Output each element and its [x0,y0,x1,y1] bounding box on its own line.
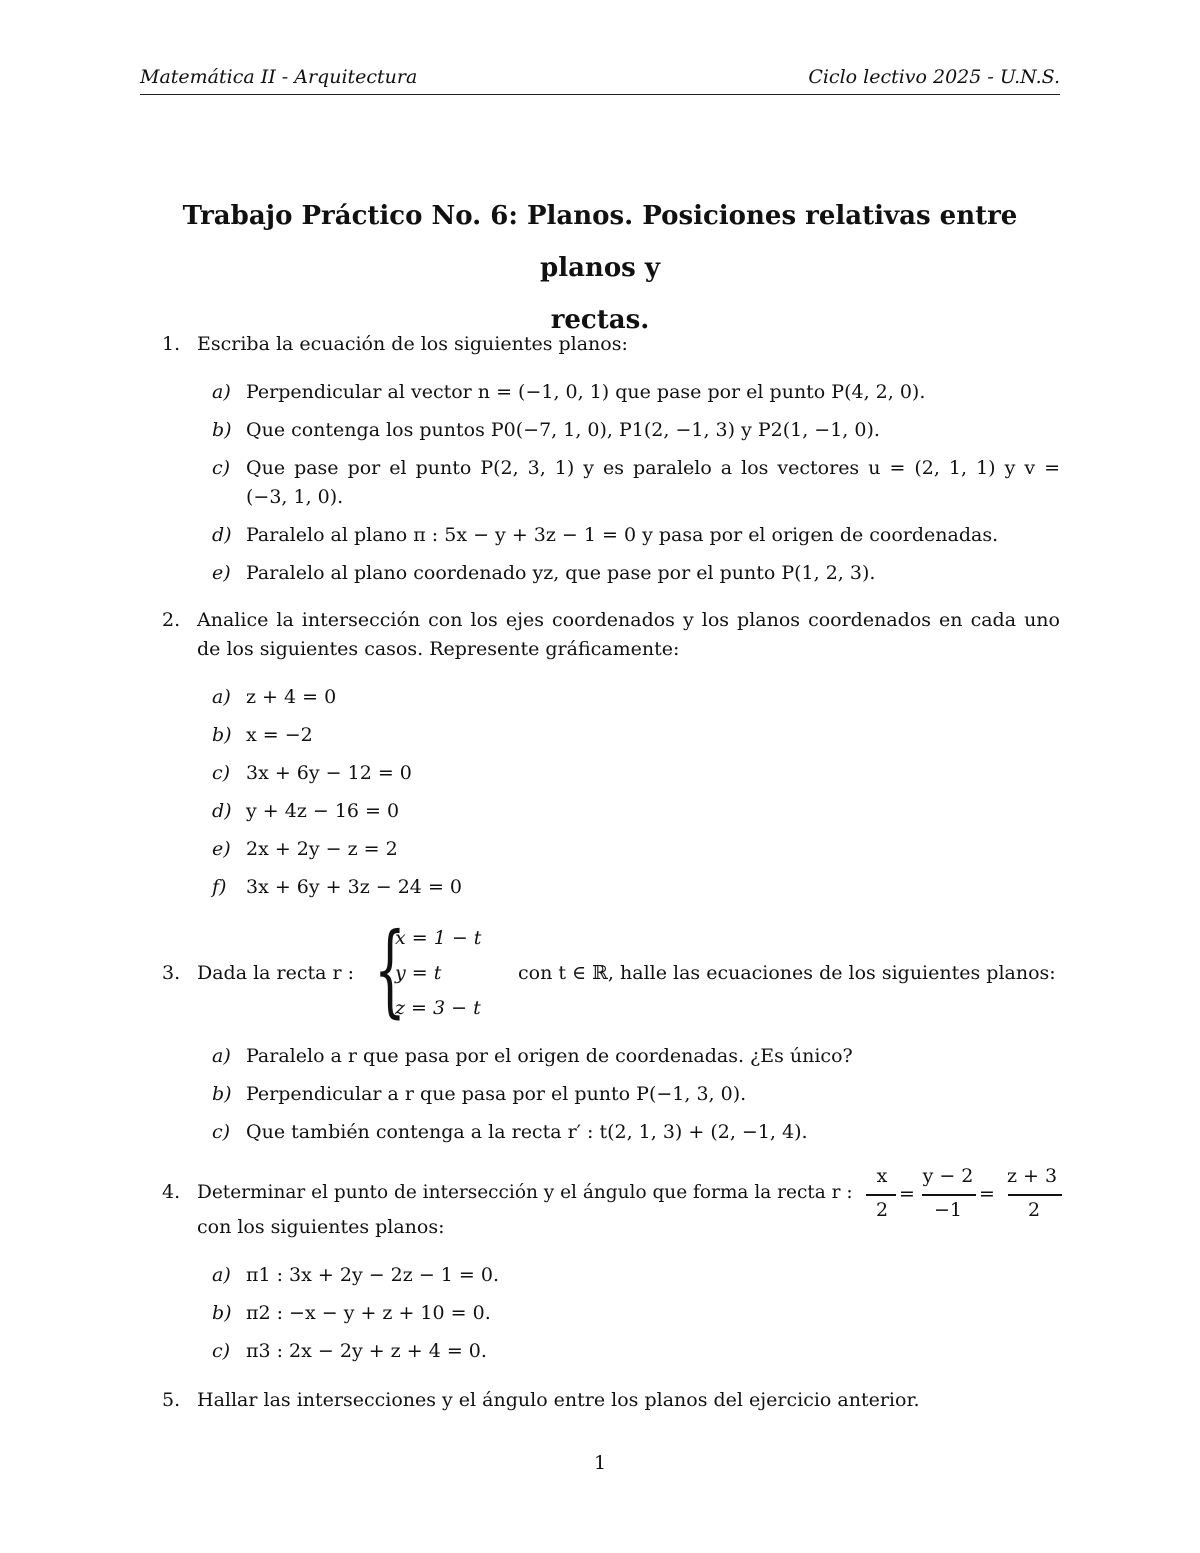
item-label: b) [212,1083,232,1105]
exercise-text: Hallar las intersecciones y el ángulo entre los planos del ejercicio anterior. [197,1389,920,1411]
equals-sign: = [979,1183,995,1205]
item-text: 3x + 6y − 12 = 0 [246,762,412,784]
item-label: b) [212,419,232,441]
exercise-intro-continued: con los siguientes planos: [197,1216,445,1238]
item-label: d) [212,800,232,822]
running-header [140,64,1060,95]
fraction-denominator: −1 [933,1199,962,1221]
item-text: 3x + 6y + 3z − 24 = 0 [246,876,462,898]
item-text: Que pase por el punto P(2, 3, 1) y es paralelo a los vectores u = (2, 1, 1) y v = [246,457,1060,479]
exercise-number: 3. [162,962,181,984]
system-equation: y = t [395,962,442,984]
item-text: Perpendicular a r que pasa por el punto P(−1, 3, 0). [246,1083,747,1105]
exercise-intro-continued: de los siguientes casos. Represente gráficamente: [197,638,680,660]
exercise-intro: Escriba la ecuación de los siguientes planos: [197,333,628,355]
item-label: a) [212,381,231,403]
item-label: e) [212,562,231,584]
item-text: π1 : 3x + 2y − 2z − 1 = 0. [246,1264,499,1286]
page-title [140,190,1060,346]
item-text: 2x + 2y − z = 2 [246,838,398,860]
item-label: c) [212,457,231,479]
exercise-1 [0,330,1200,600]
item-text: Paralelo al plano coordenado yz, que pase por el punto P(1, 2, 3). [246,562,876,584]
title-line-1: Trabajo Práctico No. 6: Planos. Posiciones relativas entre planos y [182,201,1018,283]
item-text: Paralelo a r que pasa por el origen de coordenadas. ¿Es único? [246,1045,853,1067]
exercise-number: 1. [162,333,181,355]
fraction-numerator: z + 3 [1006,1165,1058,1187]
system-equation: x = 1 − t [395,927,482,949]
item-label: b) [212,1302,232,1324]
exercise-number: 5. [162,1389,181,1411]
exercise-intro: Dada la recta r : [197,962,355,984]
system-brace: { [374,911,406,1028]
exercise-number: 2. [162,609,181,631]
item-text-continued: (−3, 1, 0). [246,486,344,508]
item-text: Que también contenga a la recta r′ : t(2, 1, 3) + (2, −1, 4). [246,1121,808,1143]
item-text: π2 : −x − y + z + 10 = 0. [246,1302,491,1324]
fraction-numerator: y − 2 [922,1165,974,1187]
system-equation: z = 3 − t [395,997,481,1019]
exercise-5 [0,1386,1200,1418]
item-label: a) [212,1264,231,1286]
item-label: c) [212,762,231,784]
header-course: Matemática II - Arquitectura [140,66,418,88]
exercise-intro: Analice la intersección con los ejes coordenados y los planos coordenados en cada uno [197,609,1060,631]
exercise-2 [0,606,1200,906]
item-label: c) [212,1340,231,1362]
equals-sign: = [899,1183,915,1205]
item-text: Perpendicular al vector n = (−1, 0, 1) que pase por el punto P(4, 2, 0). [246,381,926,403]
item-text: x = −2 [246,724,313,746]
item-text: Paralelo al plano π : 5x − y + 3z − 1 = 0 y pasa por el origen de coordenadas. [246,524,999,546]
exercise-intro: Determinar el punto de intersección y el ángulo que forma la recta r : [197,1182,853,1203]
item-text: Que contenga los puntos P0(−7, 1, 0), P1(2, −1, 3) y P2(1, −1, 0). [246,419,880,441]
title-line-2: rectas. [550,305,650,335]
item-label: e) [212,838,231,860]
item-label: d) [212,524,232,546]
item-text: z + 4 = 0 [246,686,337,708]
item-text: π3 : 2x − 2y + z + 4 = 0. [246,1340,487,1362]
item-label: b) [212,724,232,746]
item-text: y + 4z − 16 = 0 [246,800,400,822]
item-label: a) [212,686,231,708]
exercise-condition: con t ∈ ℝ, halle las ecuaciones de los siguientes planos: [518,962,1056,984]
fraction-denominator: 2 [1027,1199,1041,1221]
exercise-3 [0,911,1200,1154]
page-number: 1 [593,1452,607,1474]
exercise-number: 4. [162,1181,181,1203]
item-label: c) [212,1121,231,1143]
header-term: Ciclo lectivo 2025 - U.N.S. [808,66,1060,88]
fraction-denominator: 2 [875,1199,889,1221]
exercise-4 [0,1160,1200,1370]
item-label: a) [212,1045,231,1067]
fraction-numerator: x [876,1165,888,1187]
item-label: f) [212,876,227,898]
